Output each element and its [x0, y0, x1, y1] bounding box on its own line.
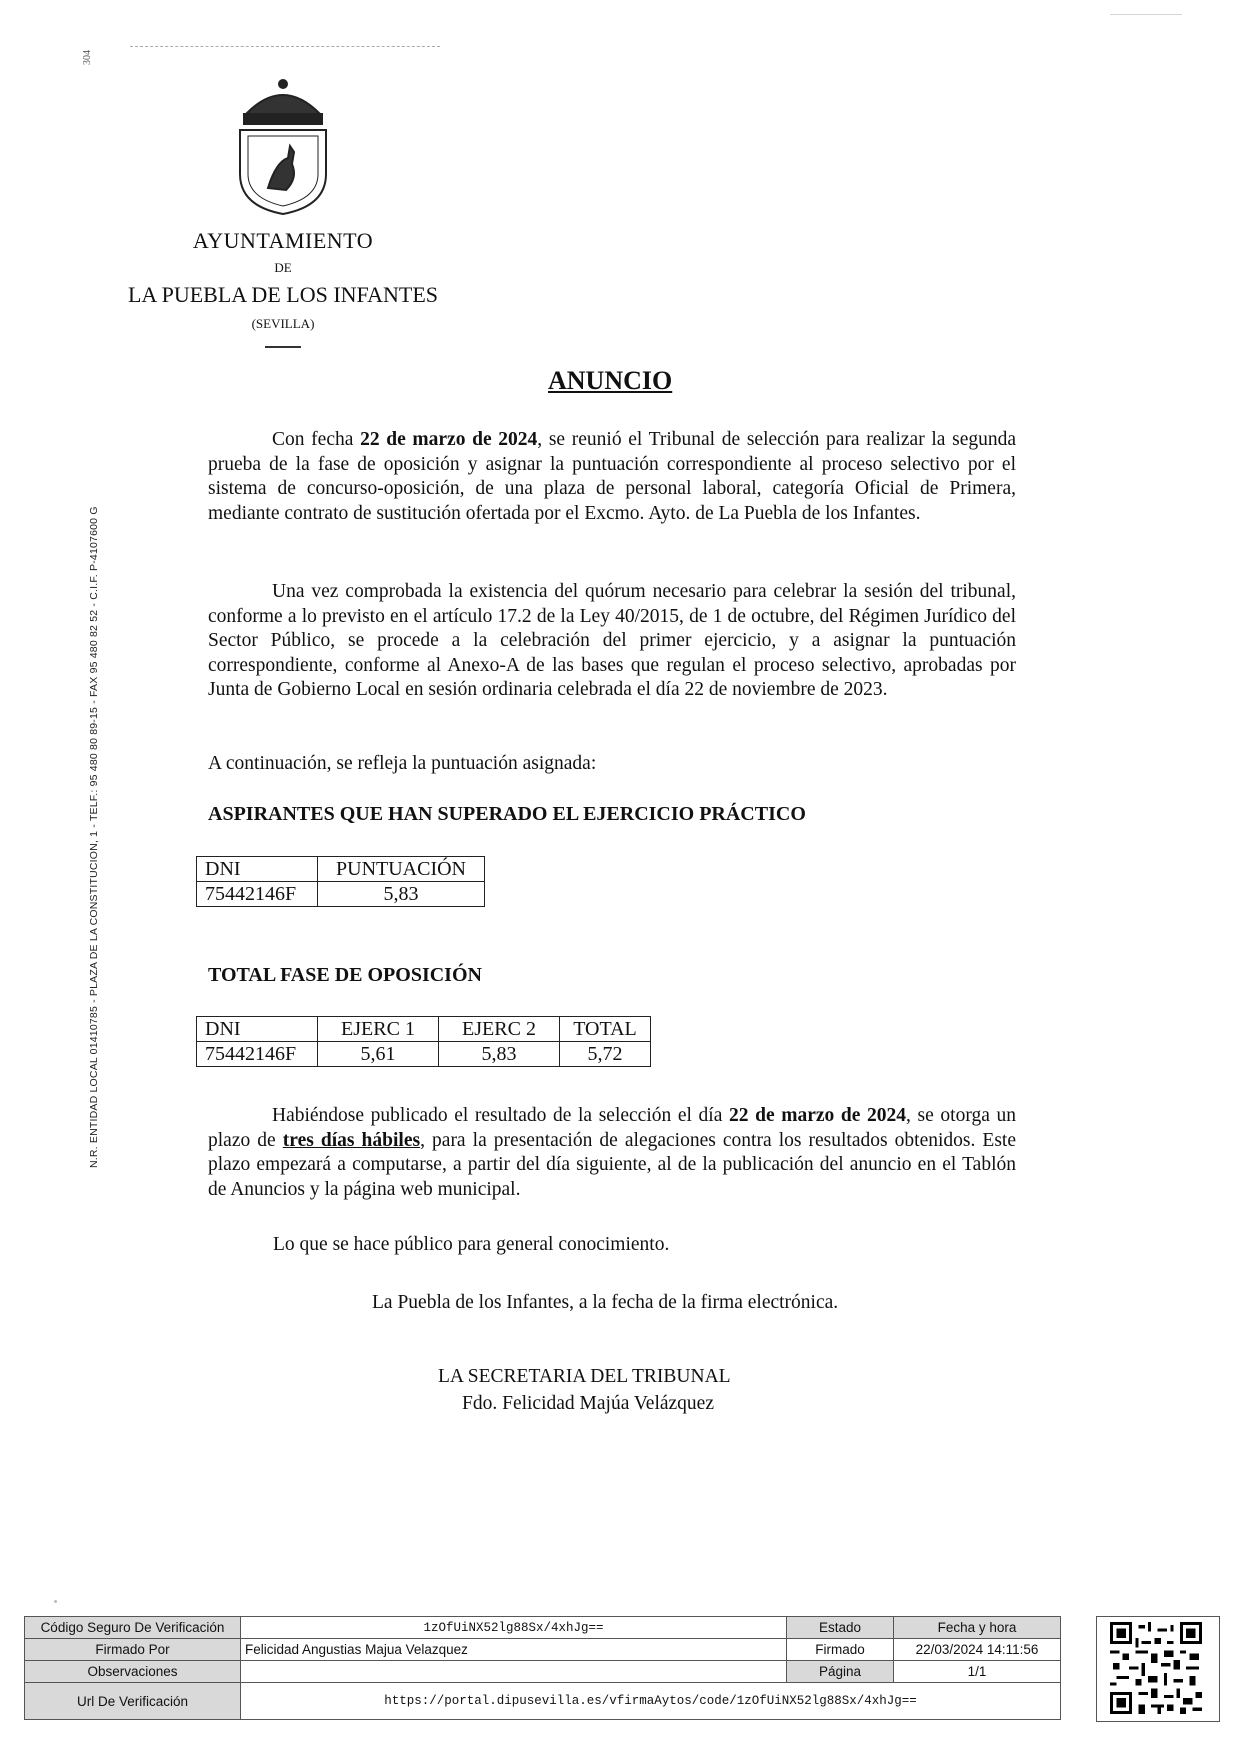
p4-text-c: , para la presentación de alegaciones contra los resultados obtenidos. Este plazo empezará a computarse, a partir del día siguiente, al de la publicación del anuncio en el Tablón de Anuncios y la página web municipal. [208, 1129, 1017, 1200]
table-row [197, 882, 485, 907]
fecha-value: 22/03/2024 14:11:56 [894, 1639, 1061, 1661]
paragraph-1 [208, 428, 1016, 526]
place-and-date: La Puebla de los Infantes, a la fecha de la firma electrónica. [372, 1292, 839, 1313]
table-row [25, 1639, 1061, 1661]
table-cell: 5,61 [318, 1042, 439, 1067]
fecha-label: Fecha y hora [894, 1617, 1061, 1639]
csv-value: 1zOfUiNX52lg88Sx/4xhJg== [241, 1617, 787, 1639]
org-name-line2: DE [274, 260, 292, 275]
org-province: (SEVILLA) [251, 316, 315, 331]
table-cell: 75442146F [197, 1042, 318, 1067]
estado-value: Firmado [787, 1639, 894, 1661]
section2-heading: TOTAL FASE DE OPOSICIÓN [208, 964, 482, 986]
org-name-line1: AYUNTAMIENTO [192, 228, 374, 253]
top-dashed-line [130, 46, 440, 47]
estado-label: Estado [787, 1617, 894, 1639]
page-title: ANUNCIO [548, 366, 673, 395]
p4-date: 22 de marzo de 2024 [729, 1105, 907, 1126]
csv-label: Código Seguro De Verificación [25, 1617, 241, 1639]
signature-name: Fdo. Felicidad Majúa Velázquez [462, 1393, 714, 1414]
paragraph-5: Lo que se hace público para general conocimiento. [273, 1234, 670, 1255]
firmado-por-value: Felicidad Angustias Majua Velazquez [241, 1639, 787, 1661]
totals-table [196, 1016, 651, 1067]
table-header-cell: DNI [197, 1017, 318, 1042]
top-right-line [1110, 14, 1182, 15]
p4-text-a: Habiéndose publicado el resultado de la selección el día [272, 1105, 729, 1126]
qr-code-icon[interactable] [1110, 1622, 1202, 1714]
p1-text-b: , se reunió el Tribunal de selección para realizar la segunda prueba de la fase de oposición y asignar la puntuación correspondiente al proceso selectivo por el sistema de concurso-oposición, de una plaza de personal laboral, categoría Oficial de Primera, mediante contrato de sustitución ofertada por el Excmo. Ayto. de La Puebla de los Infantes. [208, 429, 1016, 524]
pagina-value: 1/1 [894, 1661, 1061, 1683]
p1-text-a: Con fecha [272, 429, 361, 450]
header-divider [265, 346, 301, 348]
verification-url-link[interactable]: https://portal.dipusevilla.es/vfirmaAytos/code/1zOfUiNX52lg88Sx/4xhJg== [241, 1683, 1061, 1720]
table-header-row [197, 857, 485, 882]
p4-term: tres días hábiles [282, 1129, 421, 1151]
observaciones-label: Observaciones [25, 1661, 241, 1683]
vertical-sidebar-text: N.R. ENTIDAD LOCAL 01410785 - PLAZA DE LA CONSTITUCION, 1 - TELF.: 95 480 80 89-15 - FAX 95 480 82 52 - C.I.F. P-4107600 G [88, 506, 100, 1168]
p2-text: Una vez comprobada la existencia del quórum necesario para celebrar la sesión del tribunal, conforme a lo previsto en el artículo 17.2 de la Ley 40/2015, de 1 de octubre, del Régimen Jurídico del Sector Público, se procede a la celebración del primer ejercicio, y a asignar la puntuación correspondiente, conforme al Anexo-A de las bases que regulan el proceso selectivo, aprobadas por Junta de Gobierno Local en sesión ordinaria celebrada el día 22 de noviembre de 2023. [208, 581, 1016, 700]
table-header-row [197, 1017, 651, 1042]
corner-mark: 304 [82, 50, 93, 65]
observaciones-value [241, 1661, 787, 1683]
section1-heading: ASPIRANTES QUE HAN SUPERADO EL EJERCICIO PRÁCTICO [208, 803, 806, 825]
table-header-cell: PUNTUACIÓN [318, 857, 485, 882]
table-header-cell: DNI [197, 857, 318, 882]
url-label: Url De Verificación [25, 1683, 241, 1720]
p1-date: 22 de marzo de 2024 [360, 429, 538, 450]
table-header-cell: EJERC 1 [318, 1017, 439, 1042]
table-row [197, 1042, 651, 1067]
table-header-cell: TOTAL [560, 1017, 651, 1042]
pagina-label: Página [787, 1661, 894, 1683]
paragraph-3: A continuación, se refleja la puntuación asignada: [208, 753, 597, 774]
table-row [25, 1617, 1061, 1639]
signature-role: LA SECRETARIA DEL TRIBUNAL [438, 1366, 731, 1387]
paragraph-4 [208, 1104, 1016, 1202]
coat-of-arms-icon [228, 78, 338, 218]
table-cell: 5,83 [318, 882, 485, 907]
p4-text-b: , se otorga un plazo de [208, 1105, 1016, 1151]
decorative-dot [54, 1600, 57, 1603]
verification-box [24, 1616, 1061, 1720]
table-row [25, 1683, 1061, 1720]
verification-table [24, 1616, 1061, 1720]
firmado-por-label: Firmado Por [25, 1639, 241, 1661]
table-row [25, 1661, 1061, 1683]
paragraph-2 [208, 580, 1016, 703]
table-cell: 5,72 [560, 1042, 651, 1067]
scores-table [196, 856, 485, 907]
table-cell: 5,83 [439, 1042, 560, 1067]
table-header-cell: EJERC 2 [439, 1017, 560, 1042]
org-name-line3: LA PUEBLA DE LOS INFANTES [127, 282, 439, 307]
table-cell: 75442146F [197, 882, 318, 907]
